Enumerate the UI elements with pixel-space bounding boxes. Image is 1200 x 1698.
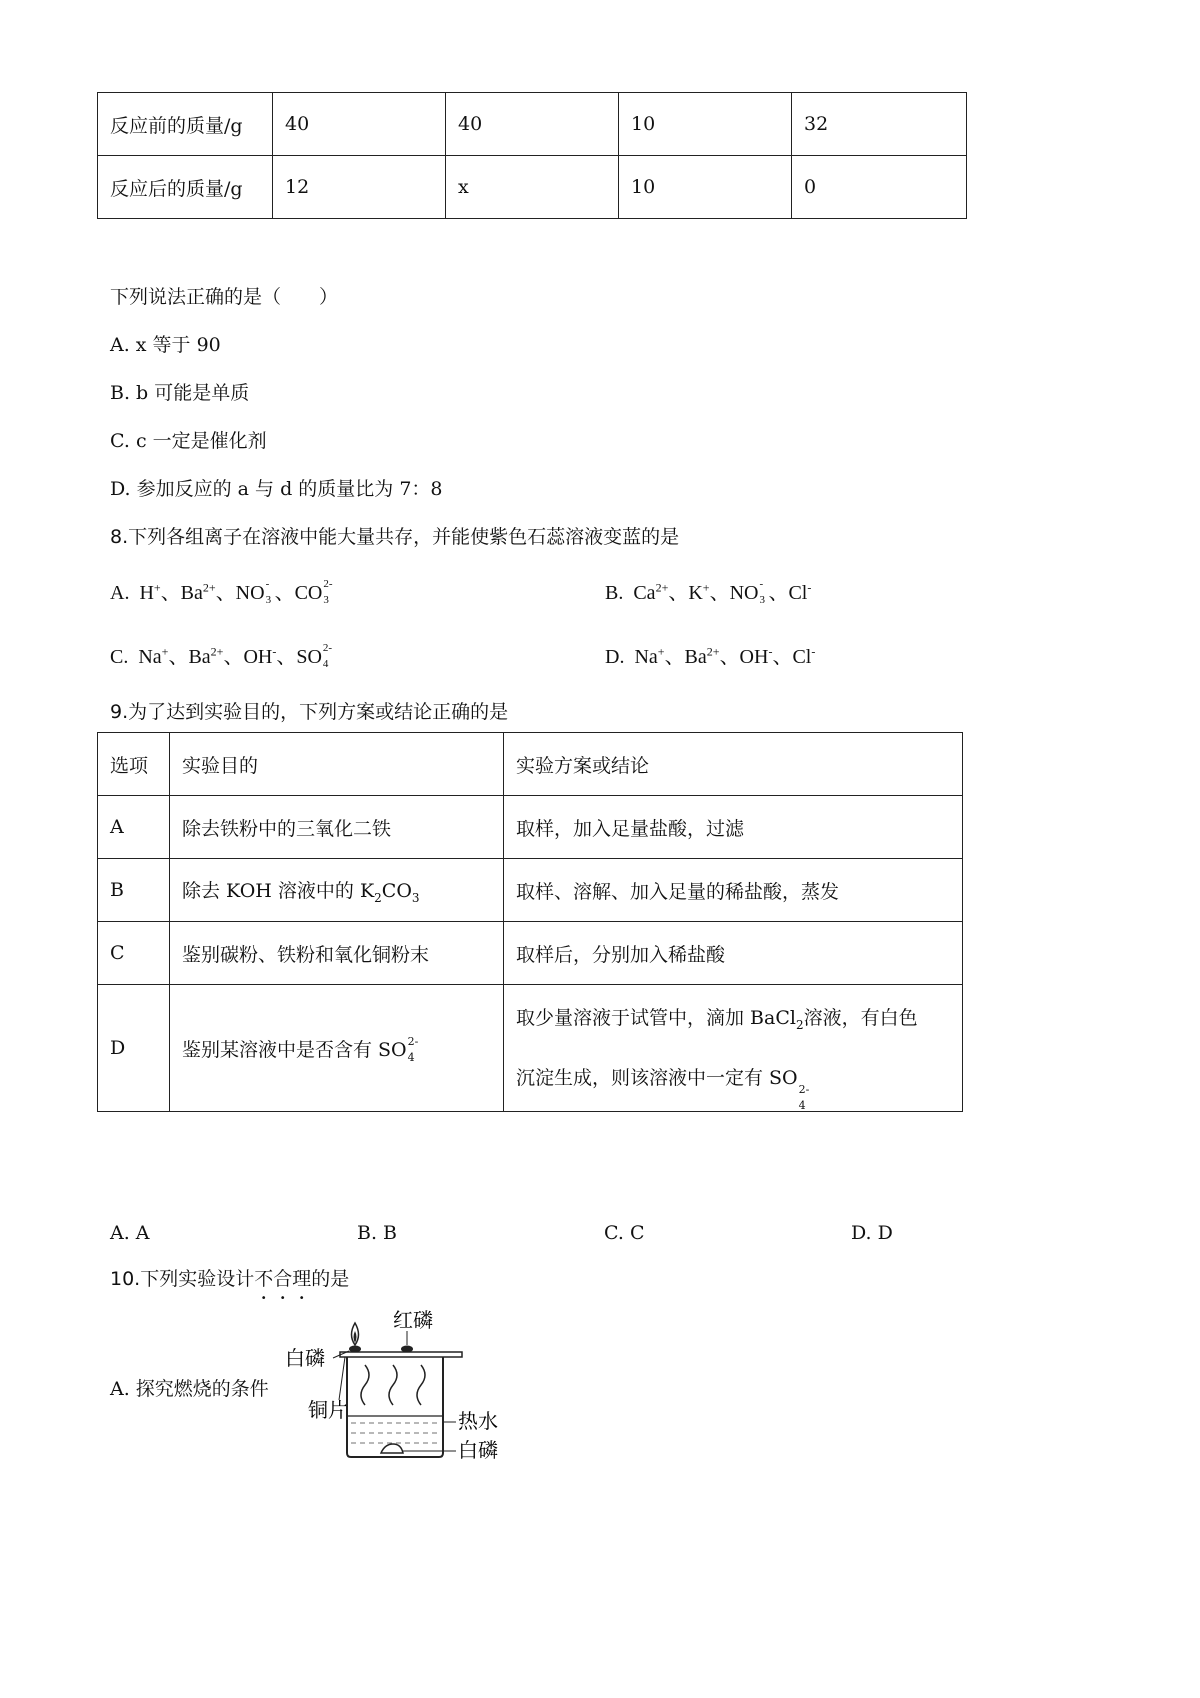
option-label: A. xyxy=(110,582,130,604)
label-white-phosphorus-bottom: 白磷 xyxy=(458,1438,498,1462)
table-row xyxy=(98,93,967,156)
emphasis-char: 合 xyxy=(273,1268,293,1290)
cell-plan: 取样、溶解、加入足量的稀盐酸，蒸发 xyxy=(504,859,963,922)
mass-table xyxy=(97,92,967,219)
cell-plan: 取样，加入足量盐酸，过滤 xyxy=(504,796,963,859)
row-label: 反应后的质量/g xyxy=(98,156,273,219)
experiment-table xyxy=(97,732,963,1112)
cell-c: 10 xyxy=(619,156,792,219)
header-option: 选项 xyxy=(98,733,170,796)
label-copper-plate: 铜片 xyxy=(308,1398,348,1422)
plan-text-b: 溶液，有白色 xyxy=(803,1006,918,1029)
q9-answer-a: A. A xyxy=(110,1222,150,1244)
q10-stem-suffix: 的是 xyxy=(311,1268,350,1290)
header-goal: 实验目的 xyxy=(170,733,504,796)
emphasis-char: 不 xyxy=(254,1268,274,1290)
label-white-phosphorus-top: 白磷 xyxy=(285,1346,325,1370)
cell-goal: 除去铁粉中的三氧化二铁 xyxy=(170,796,504,859)
cell-a: 12 xyxy=(273,156,446,219)
goal-text: 除去 KOH 溶液中的 K xyxy=(182,879,375,902)
label-hot-water: 热水 xyxy=(458,1409,498,1433)
cell-a: 40 xyxy=(273,93,446,156)
cell-option: B xyxy=(98,859,170,922)
q8-stem: 8.下列各组离子在溶液中能大量共存，并能使紫色石蕊溶液变蓝的是 xyxy=(110,526,680,548)
q8-option-b: B. $Ca^{2+}$、K+、NO - 3 、Cl- xyxy=(605,578,812,607)
cell-option: C xyxy=(98,922,170,985)
q9-answer-b: B. B xyxy=(357,1222,398,1244)
q7-option-c: C. c 一定是催化剂 xyxy=(110,430,267,452)
q9-stem: 9.为了达到实验目的，下列方案或结论正确的是 xyxy=(110,701,509,723)
option-label: C. xyxy=(110,646,129,668)
table-row xyxy=(98,796,963,859)
option-label: D. xyxy=(605,646,625,668)
cell-goal: 鉴别碳粉、铁粉和氧化铜粉末 xyxy=(170,922,504,985)
q7-stem: 下列说法正确的是（ ） xyxy=(110,286,339,308)
q8-option-d: D. Na+、$Ba^{2+}$、OH-、Cl- xyxy=(605,644,816,668)
q10-stem-prefix: 10.下列实验设计 xyxy=(110,1268,255,1290)
q8-option-c: C. Na+、$Ba^{2+}$、OH-、SO 2- 4 xyxy=(110,642,333,671)
q7-option-d: D. 参加反应的 a 与 d 的质量比为 7：8 xyxy=(110,478,443,500)
q10-option-a: A. 探究燃烧的条件 xyxy=(110,1378,269,1400)
q9-answer-d: D. D xyxy=(851,1222,893,1244)
cell-option: D xyxy=(98,985,170,1112)
cell-b: 40 xyxy=(446,93,619,156)
table-row xyxy=(98,156,967,219)
cell-goal: 鉴别某溶液中是否含有 SO 2- 4 xyxy=(170,985,504,1112)
table-header-row xyxy=(98,733,963,796)
table-row xyxy=(98,922,963,985)
plan-text: 取少量溶液于试管中，滴加 BaCl xyxy=(516,1006,796,1029)
q9-answer-c: C. C xyxy=(604,1222,645,1244)
q7-option-b: B. b 可能是单质 xyxy=(110,382,250,404)
cell-option: A xyxy=(98,796,170,859)
goal-text-mid: CO xyxy=(381,879,412,902)
emphasis-char: 理 xyxy=(292,1268,312,1290)
table-row xyxy=(98,985,963,1112)
cell-d: 0 xyxy=(792,156,967,219)
goal-text: 鉴别某溶液中是否含有 SO xyxy=(182,1038,407,1061)
cell-plan: 取少量溶液于试管中，滴加 BaCl$_2$溶液，有白色 沉淀生成，则该溶液中一定有 SO 2- 4 xyxy=(504,985,963,1112)
cell-c: 10 xyxy=(619,93,792,156)
header-plan: 实验方案或结论 xyxy=(504,733,963,796)
cell-d: 32 xyxy=(792,93,967,156)
q7-option-a: A. x 等于 90 xyxy=(110,334,221,356)
combustion-apparatus-diagram xyxy=(285,1305,515,1470)
row-label: 反应前的质量/g xyxy=(98,93,273,156)
cell-b: x xyxy=(446,156,619,219)
option-label: B. xyxy=(605,582,624,604)
cell-goal: 除去 KOH 溶液中的 $K_2CO_3$ xyxy=(170,859,504,922)
cell-plan: 取样后，分别加入稀盐酸 xyxy=(504,922,963,985)
q10-stem xyxy=(110,1264,349,1291)
table-row xyxy=(98,859,963,922)
q8-option-a: A. H+、$Ba^{2+}$、NO - 3 、CO 2- 3 xyxy=(110,578,333,607)
label-red-phosphorus: 红磷 xyxy=(393,1308,433,1332)
plan-text-2: 沉淀生成，则该溶液中一定有 SO xyxy=(516,1067,798,1090)
